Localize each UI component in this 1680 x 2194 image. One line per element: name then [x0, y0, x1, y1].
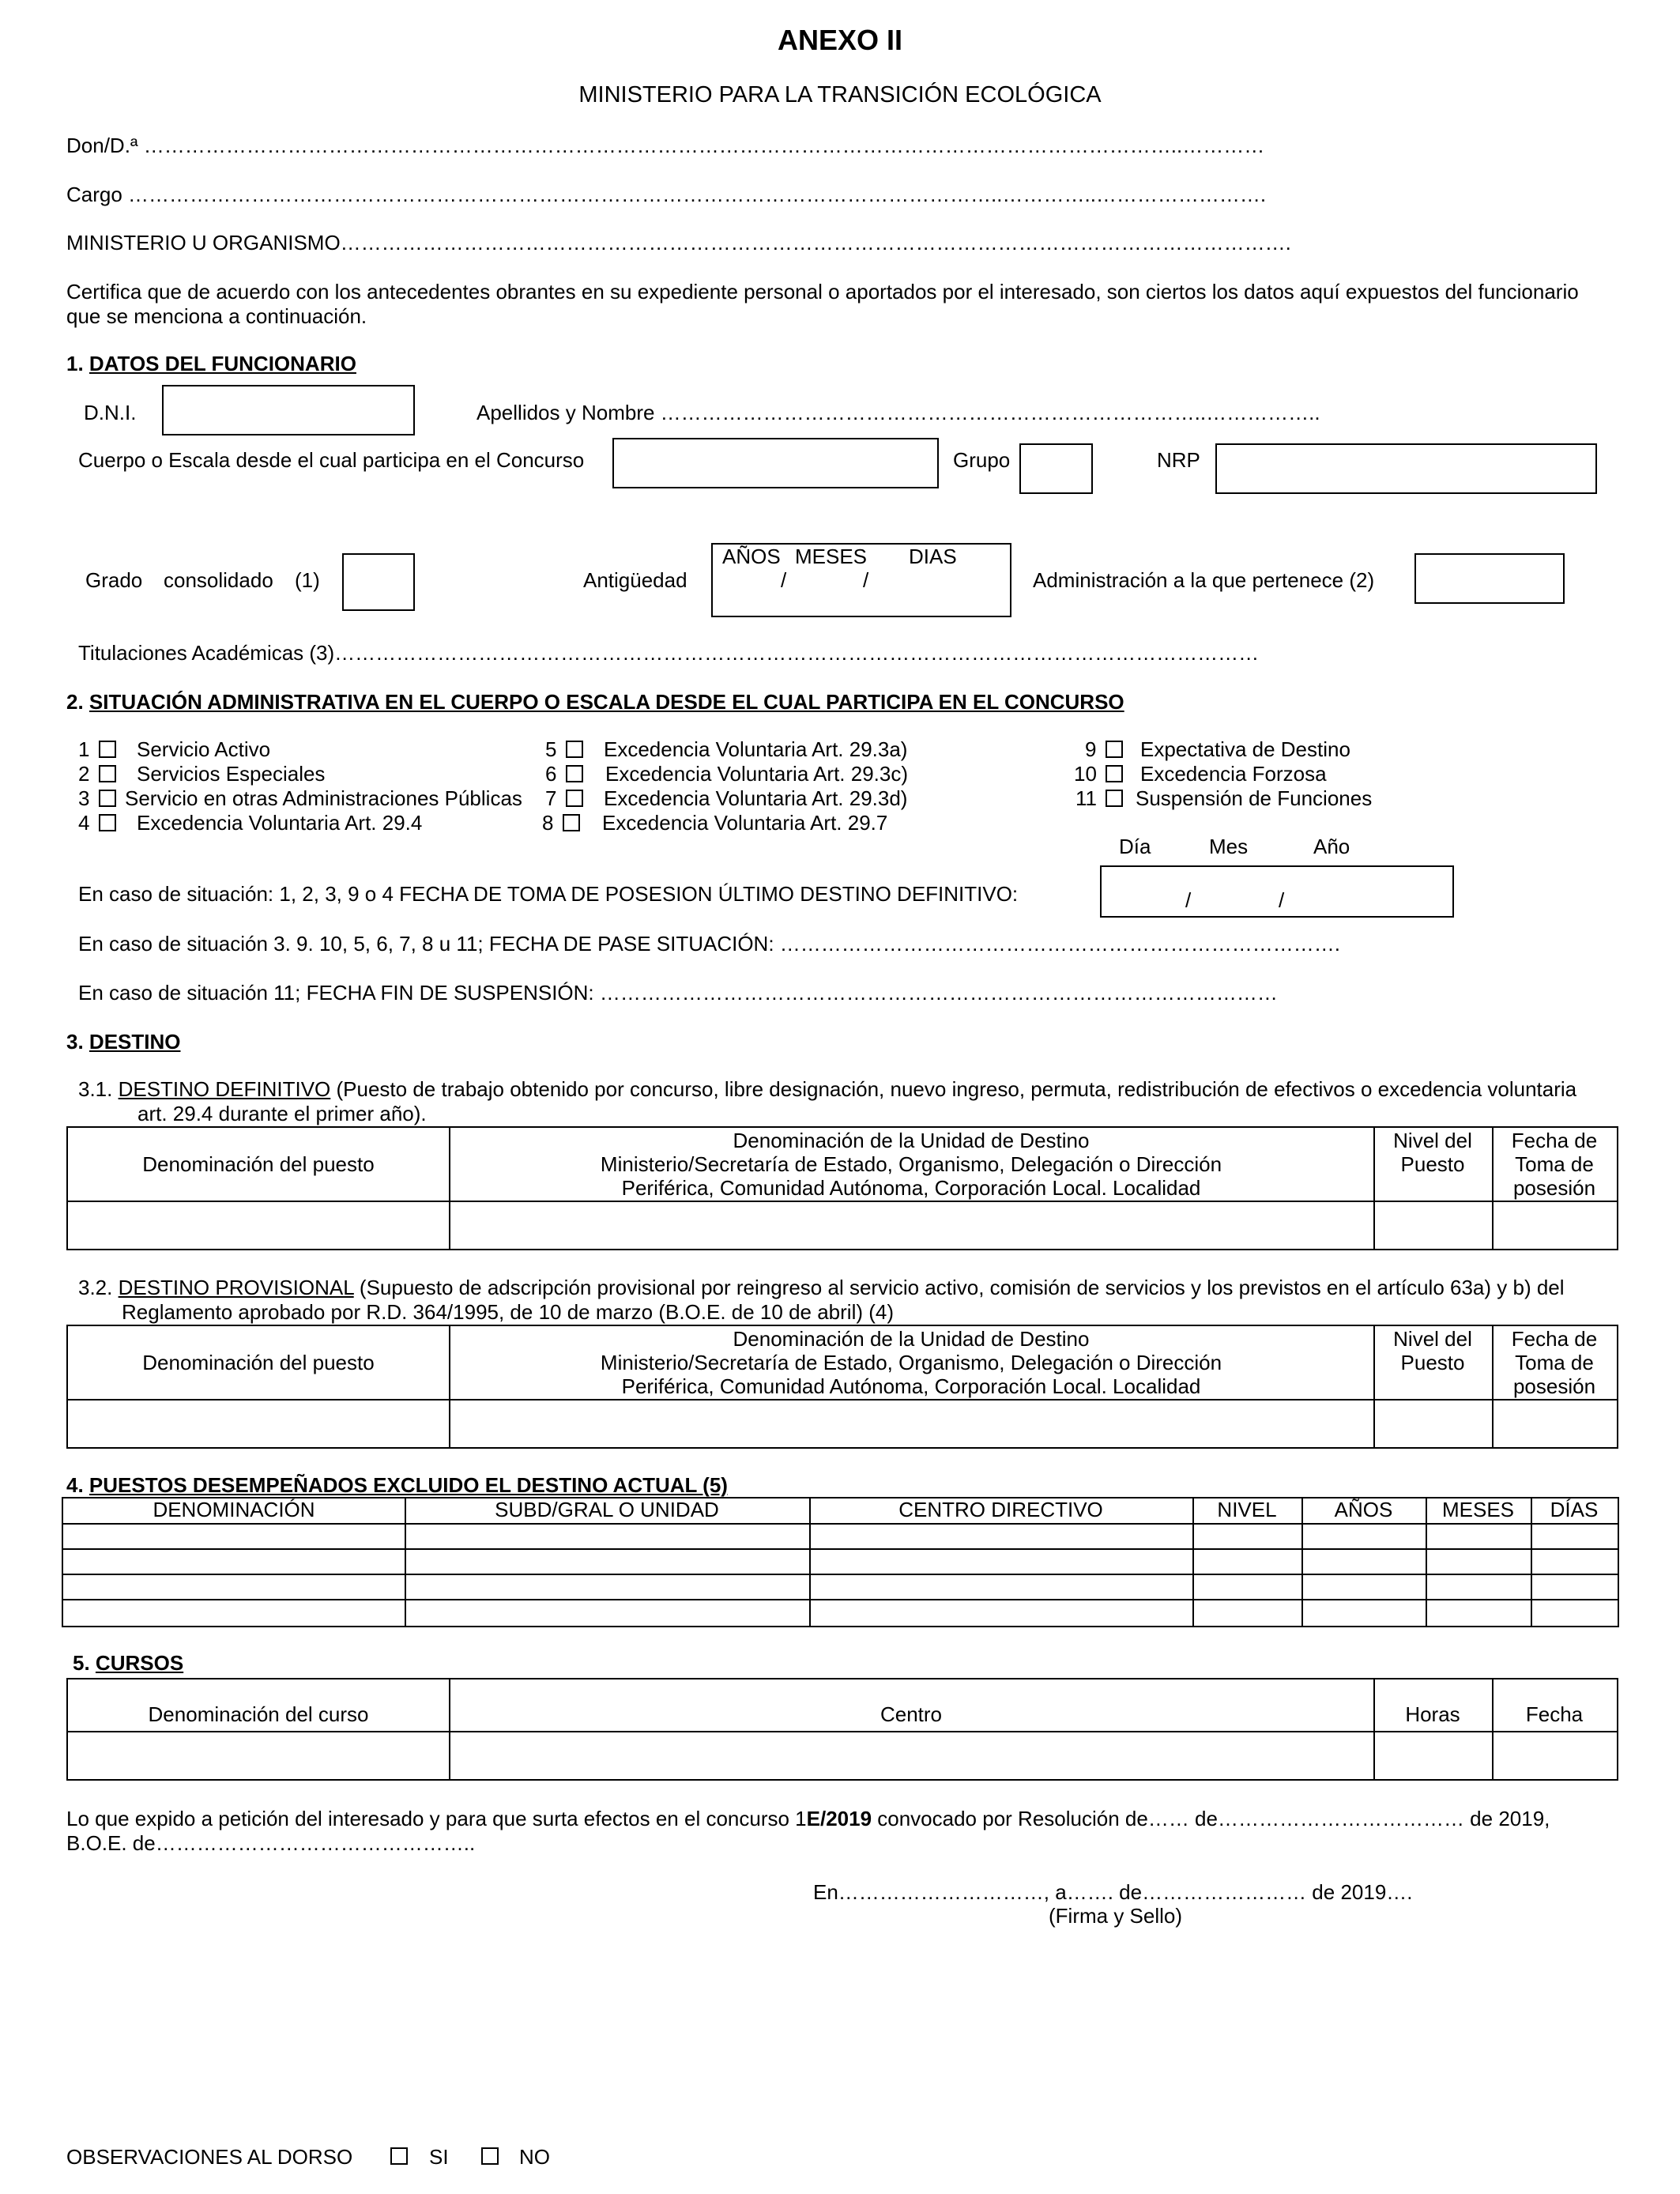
dp-col-fecha-line3: posesión: [1512, 1374, 1596, 1398]
dp-col-unidad-line1: Denominación de la Unidad de Destino: [733, 1327, 1090, 1351]
ministerio-field[interactable]: MINISTERIO U ORGANISMO………………………………………………………………………………………………………………………….: [66, 231, 1291, 254]
situacion-9-number: 9: [1085, 737, 1097, 761]
situacion-7-number: 7: [545, 786, 557, 810]
destino-definitivo-table: [66, 1126, 1618, 1250]
expido-text-end: convocado por Resolución de…… de……………………………… de 2019,: [872, 1807, 1550, 1830]
dp-col-unidad-line2: Ministerio/Secretaría de Estado, Organismo, Delegación o Dirección: [600, 1351, 1222, 1374]
puestos-col-centro: CENTRO DIRECTIVO: [898, 1498, 1103, 1521]
situacion-5-number: 5: [545, 737, 557, 761]
dd-col-unidad-line1: Denominación de la Unidad de Destino: [733, 1129, 1090, 1152]
administracion-label: Administración a la que pertenece (2): [1033, 568, 1375, 592]
puestos-col-meses: MESES: [1441, 1498, 1515, 1521]
anios-label: AÑOS: [722, 545, 781, 568]
dd-col-puesto: Denominación del puesto: [142, 1152, 375, 1176]
dp-col-fecha-line2: Toma de: [1515, 1351, 1594, 1374]
destino-provisional-number: 3.2.: [78, 1276, 119, 1299]
certifica-text-line1: Certifica que de acuerdo con los antecedentes obrantes en su expediente personal o aportados por el interesado, son ciertos los datos aquí expuestos del funcionario: [66, 280, 1579, 303]
cursos-col-fecha: Fecha: [1525, 1702, 1584, 1726]
situacion-2-label: Servicios Especiales: [137, 762, 326, 786]
situacion-11-number: 11: [1075, 786, 1097, 810]
fecha-anio-label: Año: [1313, 835, 1350, 858]
dni-box[interactable]: [162, 385, 415, 435]
puestos-col-nivel: NIVEL: [1217, 1498, 1277, 1521]
cursos-table: [66, 1678, 1618, 1781]
situacion-7-checkbox[interactable]: [566, 790, 583, 807]
situacion-3-label: Servicio en otras Administraciones Públicas: [125, 786, 522, 810]
situacion-2-number: 2: [78, 762, 90, 786]
situacion-6-checkbox[interactable]: [566, 765, 583, 782]
situacion-1-checkbox[interactable]: [99, 741, 116, 758]
section5-heading: [73, 1652, 183, 1676]
observaciones-si-label: SI: [429, 2145, 449, 2169]
cuerpo-box[interactable]: [612, 438, 939, 488]
cursos-col-centro: Centro: [880, 1702, 943, 1726]
cargo-field[interactable]: Cargo ………………………………………………………………………………………………………………..…………..…………………….: [66, 183, 1267, 206]
situacion-8-checkbox[interactable]: [563, 814, 580, 831]
situacion-9-checkbox[interactable]: [1106, 741, 1123, 758]
grado-note-ref: (1): [295, 568, 320, 592]
meses-label: MESES: [795, 545, 868, 568]
destino-definitivo-text-line2: art. 29.4 durante el primer año).: [137, 1102, 427, 1125]
dp-col-fecha-line1: Fecha de: [1511, 1327, 1598, 1351]
section1-number: 1.: [66, 352, 89, 375]
dp-col-puesto: Denominación del puesto: [142, 1351, 375, 1374]
section1-title: DATOS DEL FUNCIONARIO: [89, 352, 356, 375]
ministry-heading: MINISTERIO PARA LA TRANSICIÓN ECOLÓGICA: [578, 82, 1102, 107]
situacion-4-number: 4: [78, 811, 90, 835]
grupo-box[interactable]: [1019, 443, 1093, 494]
dp-col-nivel-line2: Puesto: [1400, 1351, 1465, 1374]
titulaciones-field[interactable]: Titulaciones Académicas (3)………………………………………………………………………………………………………………………: [78, 641, 1260, 665]
situacion-8-label: Excedencia Voluntaria Art. 29.7: [602, 811, 888, 835]
puestos-table: [62, 1497, 1619, 1627]
don-field[interactable]: Don/D.ª ……………………………………………………………………………………………………………………………………..…………: [66, 134, 1265, 157]
situacion-6-label: Excedencia Voluntaria Art. 29.3c): [605, 762, 909, 786]
grado-label: Grado: [85, 568, 143, 592]
situacion-10-number: 10: [1074, 762, 1097, 786]
fecha-toma-label: En caso de situación: 1, 2, 3, 9 o 4 FECHA DE TOMA DE POSESION ÚLTIMO DESTINO DEFINITIVO:: [78, 882, 1019, 906]
section2-number: 2.: [66, 690, 89, 714]
section3-heading: [66, 1031, 181, 1054]
nrp-label: NRP: [1157, 448, 1200, 472]
antiguedad-separator-2: /: [863, 568, 869, 592]
situacion-8-number: 8: [542, 811, 554, 835]
dd-col-unidad-line3: Periférica, Comunidad Autónoma, Corporación Local. Localidad: [621, 1176, 1201, 1200]
cursos-col-denominacion: Denominación del curso: [148, 1702, 369, 1726]
section2-title: SITUACIÓN ADMINISTRATIVA EN EL CUERPO O ESCALA DESDE EL CUAL PARTICIPA EN EL CONCURSO: [89, 690, 1124, 714]
situacion-7-label: Excedencia Voluntaria Art. 29.3d): [604, 786, 908, 810]
fecha-mes-label: Mes: [1209, 835, 1249, 858]
dd-col-unidad-line2: Ministerio/Secretaría de Estado, Organismo, Delegación o Dirección: [600, 1152, 1222, 1176]
puestos-col-dias: DÍAS: [1550, 1498, 1599, 1521]
puestos-col-anios: AÑOS: [1334, 1498, 1393, 1521]
observaciones-si-checkbox[interactable]: [390, 2147, 408, 2165]
grupo-label: Grupo: [953, 448, 1011, 472]
destino-definitivo-number: 3.1.: [78, 1077, 119, 1101]
destino-definitivo-description: (Puesto de trabajo obtenido por concurso, libre designación, nuevo ingreso, permuta, redistribución de efectivos o excedencia voluntaria: [330, 1077, 1577, 1101]
antiguedad-separator-1: /: [781, 568, 787, 592]
dd-col-nivel-line2: Puesto: [1400, 1152, 1465, 1176]
administracion-box[interactable]: [1414, 553, 1565, 604]
dp-col-nivel-line1: Nivel del: [1393, 1327, 1472, 1351]
situacion-10-checkbox[interactable]: [1106, 765, 1123, 782]
fecha-dia-label: Día: [1119, 835, 1151, 858]
section5-number: 5: [73, 1651, 85, 1675]
section2-heading: [66, 691, 1124, 714]
fecha-toma-separator-1: /: [1185, 888, 1192, 912]
dd-col-fecha-line3: posesión: [1512, 1176, 1596, 1200]
situacion-5-checkbox[interactable]: [566, 741, 583, 758]
section3-title: DESTINO: [89, 1030, 181, 1054]
consolidado-label: consolidado: [164, 568, 273, 592]
situacion-11-checkbox[interactable]: [1106, 790, 1123, 807]
destino-provisional-text-line2: Reglamento aprobado por R.D. 364/1995, de 10 de marzo (B.O.E. de 10 de abril) (4): [122, 1300, 895, 1324]
cuerpo-label: Cuerpo o Escala desde el cual participa en el Concurso: [78, 448, 585, 472]
section4-title: PUESTOS DESEMPEÑADOS EXCLUIDO EL DESTINO ACTUAL (5): [89, 1473, 728, 1497]
situacion-11-label: Suspensión de Funciones: [1136, 786, 1373, 810]
situacion-3-checkbox[interactable]: [99, 790, 116, 807]
puestos-col-denominacion: DENOMINACIÓN: [153, 1498, 315, 1521]
section4-heading: [66, 1474, 728, 1498]
grado-box[interactable]: [342, 553, 415, 611]
apellidos-field[interactable]: Apellidos y Nombre ……………………………………………………………………..……………..: [477, 401, 1320, 424]
fecha-toma-separator-2: /: [1279, 888, 1285, 912]
section1-heading: [66, 352, 356, 376]
situacion-1-label: Servicio Activo: [137, 737, 271, 761]
dd-col-fecha-line1: Fecha de: [1511, 1129, 1598, 1152]
puestos-col-unidad: SUBD/GRAL O UNIDAD: [495, 1498, 719, 1521]
dias-label: DIAS: [909, 545, 957, 568]
lugar-fecha-field[interactable]: En…………………………, a……. de…………………… de 2019….: [813, 1880, 1413, 1904]
observaciones-no-checkbox[interactable]: [481, 2147, 499, 2165]
observaciones-label: OBSERVACIONES AL DORSO: [66, 2145, 353, 2169]
situacion-3-number: 3: [78, 786, 90, 810]
certifica-text-line2: que se menciona a continuación.: [66, 304, 367, 328]
situacion-1-number: 1: [78, 737, 90, 761]
dd-col-fecha-line2: Toma de: [1515, 1152, 1594, 1176]
observaciones-no-label: NO: [519, 2145, 550, 2169]
section5-title: CURSOS: [95, 1651, 184, 1675]
situacion-4-checkbox[interactable]: [99, 814, 116, 831]
situacion-9-label: Expectativa de Destino: [1140, 737, 1350, 761]
destino-definitivo-title: DESTINO DEFINITIVO: [118, 1077, 331, 1101]
section3-number: 3.: [66, 1030, 89, 1054]
firma-sello-label: (Firma y Sello): [1049, 1904, 1183, 1928]
destino-provisional-description: (Supuesto de adscripción provisional por reingreso al servicio activo, comisión de servicios y los previstos en el artículo 63a) y b) del: [353, 1276, 1565, 1299]
situacion-6-number: 6: [545, 762, 557, 786]
dp-col-unidad-line3: Periférica, Comunidad Autónoma, Corporación Local. Localidad: [621, 1374, 1201, 1398]
destino-provisional-text: [78, 1276, 1565, 1300]
dd-col-nivel-line1: Nivel del: [1393, 1129, 1472, 1152]
antiguedad-label: Antigüedad: [583, 568, 687, 592]
fecha-pase-field[interactable]: En caso de situación 3. 9. 10, 5, 6, 7, 8 u 11; FECHA DE PASE SITUACIÓN: ……………………………………………………………………….: [78, 932, 1341, 956]
situacion-5-label: Excedencia Voluntaria Art. 29.3a): [604, 737, 908, 761]
destino-provisional-table: [66, 1325, 1618, 1449]
concurso-code: E/2019: [806, 1807, 872, 1830]
destino-provisional-title: DESTINO PROVISIONAL: [118, 1276, 354, 1299]
page-title: ANEXO II: [777, 24, 903, 56]
dni-label: D.N.I.: [84, 401, 137, 424]
cursos-col-horas: Horas: [1405, 1702, 1460, 1726]
destino-definitivo-text: [78, 1078, 1576, 1102]
boe-field[interactable]: B.O.E. de………………………………………..: [66, 1831, 476, 1855]
expido-text: [66, 1808, 1550, 1831]
section5-separator: .: [84, 1651, 96, 1675]
fecha-toma-box[interactable]: [1100, 865, 1454, 918]
section4-number: 4.: [66, 1473, 89, 1497]
nrp-box[interactable]: [1215, 443, 1597, 494]
situacion-10-label: Excedencia Forzosa: [1140, 762, 1327, 786]
fecha-fin-suspension-field[interactable]: En caso de situación 11; FECHA FIN DE SUSPENSIÓN: ………………………………………………………………………………………: [78, 981, 1278, 1005]
expido-text-start: Lo que expido a petición del interesado y para que surta efectos en el concurso 1: [66, 1807, 807, 1830]
situacion-4-label: Excedencia Voluntaria Art. 29.4: [137, 811, 423, 835]
situacion-2-checkbox[interactable]: [99, 765, 116, 782]
